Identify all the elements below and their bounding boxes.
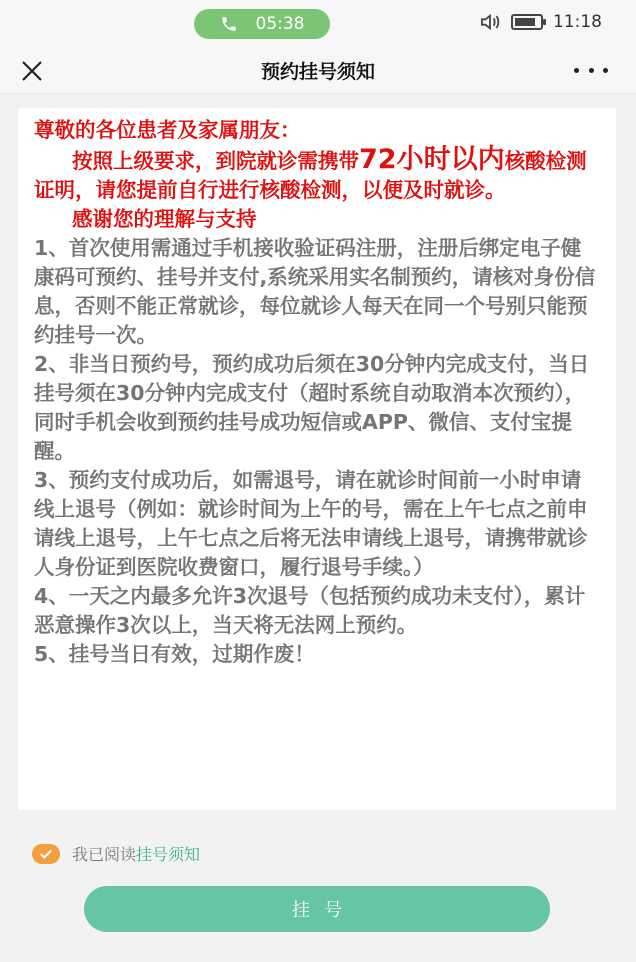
- status-bar: [0, 0, 636, 48]
- rule-item: 2、非当日预约号，预约成功后须在30分钟内完成支付，当日挂号须在30分钟内完成支付（超时系统自动取消本次预约），同时手机会收到预约挂号成功短信或APP、微信、支付宝提醒。: [34, 352, 590, 463]
- requirement-post: 核酸检测证明，请您提前自行进行核酸检测，以便及时就诊。: [34, 149, 587, 202]
- rule-item: 5、挂号当日有效，过期作废！: [34, 642, 315, 666]
- call-timer: 05:38: [255, 14, 305, 34]
- speaker-icon: [479, 13, 501, 31]
- clock: 11:18: [553, 12, 602, 32]
- requirement-pre: 按照上级要求，到院就诊需携带: [72, 149, 359, 173]
- system-indicators: [479, 12, 602, 32]
- agreement-checkbox[interactable]: [32, 844, 60, 864]
- notice-thanks: 感谢您的理解与支持: [72, 207, 257, 231]
- more-options-icon[interactable]: [574, 62, 608, 78]
- page-title: 预约挂号须知: [260, 61, 375, 83]
- agreement-text: [72, 842, 200, 865]
- agreement-row: [32, 842, 200, 865]
- register-button[interactable]: 挂号: [84, 886, 550, 932]
- rule-item: 4、一天之内最多允许3次退号（包括预约成功未支付），累计恶意操作3次以上，当天将无法网上预约。: [34, 584, 586, 637]
- agreement-prefix: 我已阅读: [72, 845, 137, 864]
- phone-icon: [220, 15, 238, 33]
- rule-item: 3、预约支付成功后，如需退号，请在就诊时间前一小时申请线上退号（例如：就诊时间为上午的号，需在上午七点之前申请线上退号，上午七点之后将无法申请线上退号，请携带就诊人身份证到医院收费窗口，履行退号手续。）: [34, 468, 588, 579]
- battery-icon: [511, 14, 543, 30]
- nav-bar: [0, 48, 636, 94]
- notice-card: [18, 108, 616, 810]
- rule-item: 1、首次使用需通过手机接收验证码注册，注册后绑定电子健康码可预约、挂号并支付,系统采用实名制预约，请核对身份信息，否则不能正常就诊，每位就诊人每天在同一个号别只能预约挂号一次。: [34, 236, 596, 347]
- close-icon[interactable]: [20, 59, 44, 83]
- agreement-link[interactable]: 挂号须知: [136, 845, 201, 864]
- notice-requirement: [34, 145, 600, 205]
- checkmark-icon: [39, 847, 53, 861]
- requirement-highlight: 72小时以内: [359, 144, 505, 175]
- ongoing-call-pill[interactable]: [194, 9, 330, 39]
- notice-greeting: 尊敬的各位患者及家属朋友：: [34, 118, 301, 142]
